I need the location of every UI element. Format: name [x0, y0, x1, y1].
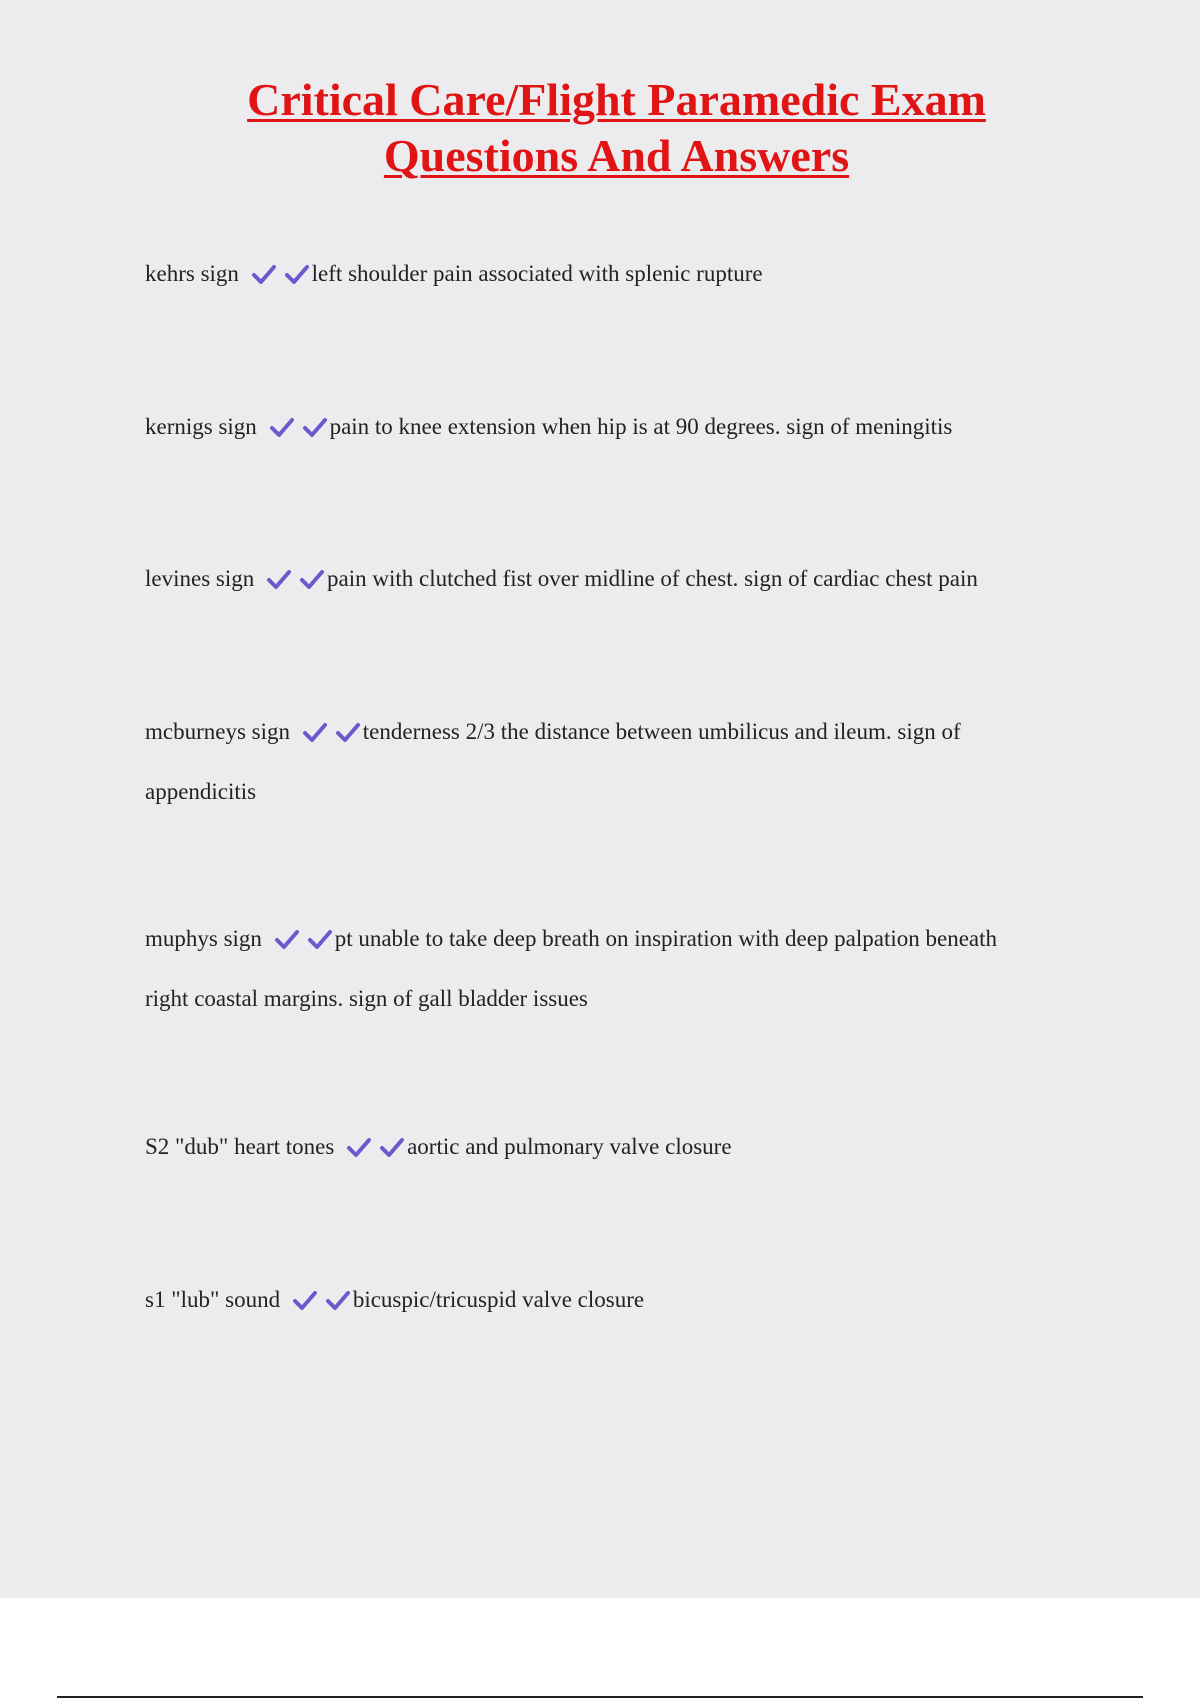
qa-item	[145, 1117, 1045, 1177]
qa-answer: tenderness 2/3 the distance between umbilicus and ileum. sign of appendicitis	[145, 719, 961, 804]
qa-answer: left shoulder pain associated with splenic rupture	[311, 261, 763, 286]
check-icon	[251, 263, 277, 285]
check-icon	[269, 416, 295, 438]
check-icon	[325, 1289, 351, 1311]
check-icon	[274, 928, 300, 950]
qa-answer: pain with clutched fist over midline of chest. sign of cardiac chest pain	[327, 566, 978, 591]
qa-item	[145, 702, 1045, 822]
qa-term: s1 "lub" sound	[145, 1287, 281, 1312]
qa-item	[145, 909, 1045, 1029]
qa-term: kernigs sign	[145, 414, 257, 439]
qa-answer: pt unable to take deep breath on inspiration with deep palpation beneath right coastal margins. sign of gall bladder issues	[145, 926, 998, 1011]
check-icon	[299, 568, 325, 590]
check-icon	[302, 416, 328, 438]
qa-term: levines sign	[145, 566, 255, 591]
check-icon	[302, 721, 328, 743]
qa-answer: aortic and pulmonary valve closure	[407, 1134, 732, 1159]
check-icon	[284, 263, 310, 285]
check-icon	[335, 721, 361, 743]
qa-item	[145, 1270, 1045, 1330]
qa-answer: pain to knee extension when hip is at 90 degrees. sign of meningitis	[329, 414, 953, 439]
qa-item	[145, 244, 1045, 304]
qa-term: mcburneys sign	[145, 719, 291, 744]
check-icon	[307, 928, 333, 950]
title-line-1: Critical Care/Flight Paramedic Exam	[247, 74, 986, 125]
qa-answer: bicuspic/tricuspid valve closure	[352, 1287, 645, 1312]
check-icon	[346, 1136, 372, 1158]
footer-divider	[57, 1696, 1143, 1698]
qa-term: S2 "dub" heart tones	[145, 1134, 335, 1159]
page-title	[0, 72, 1200, 184]
check-icon	[379, 1136, 405, 1158]
qa-term: muphys sign	[145, 926, 262, 951]
qa-item	[145, 397, 1045, 457]
check-icon	[266, 568, 292, 590]
title-line-2: Questions And Answers	[383, 130, 850, 181]
qa-item	[145, 549, 1045, 609]
check-icon	[292, 1289, 318, 1311]
qa-term: kehrs sign	[145, 261, 239, 286]
